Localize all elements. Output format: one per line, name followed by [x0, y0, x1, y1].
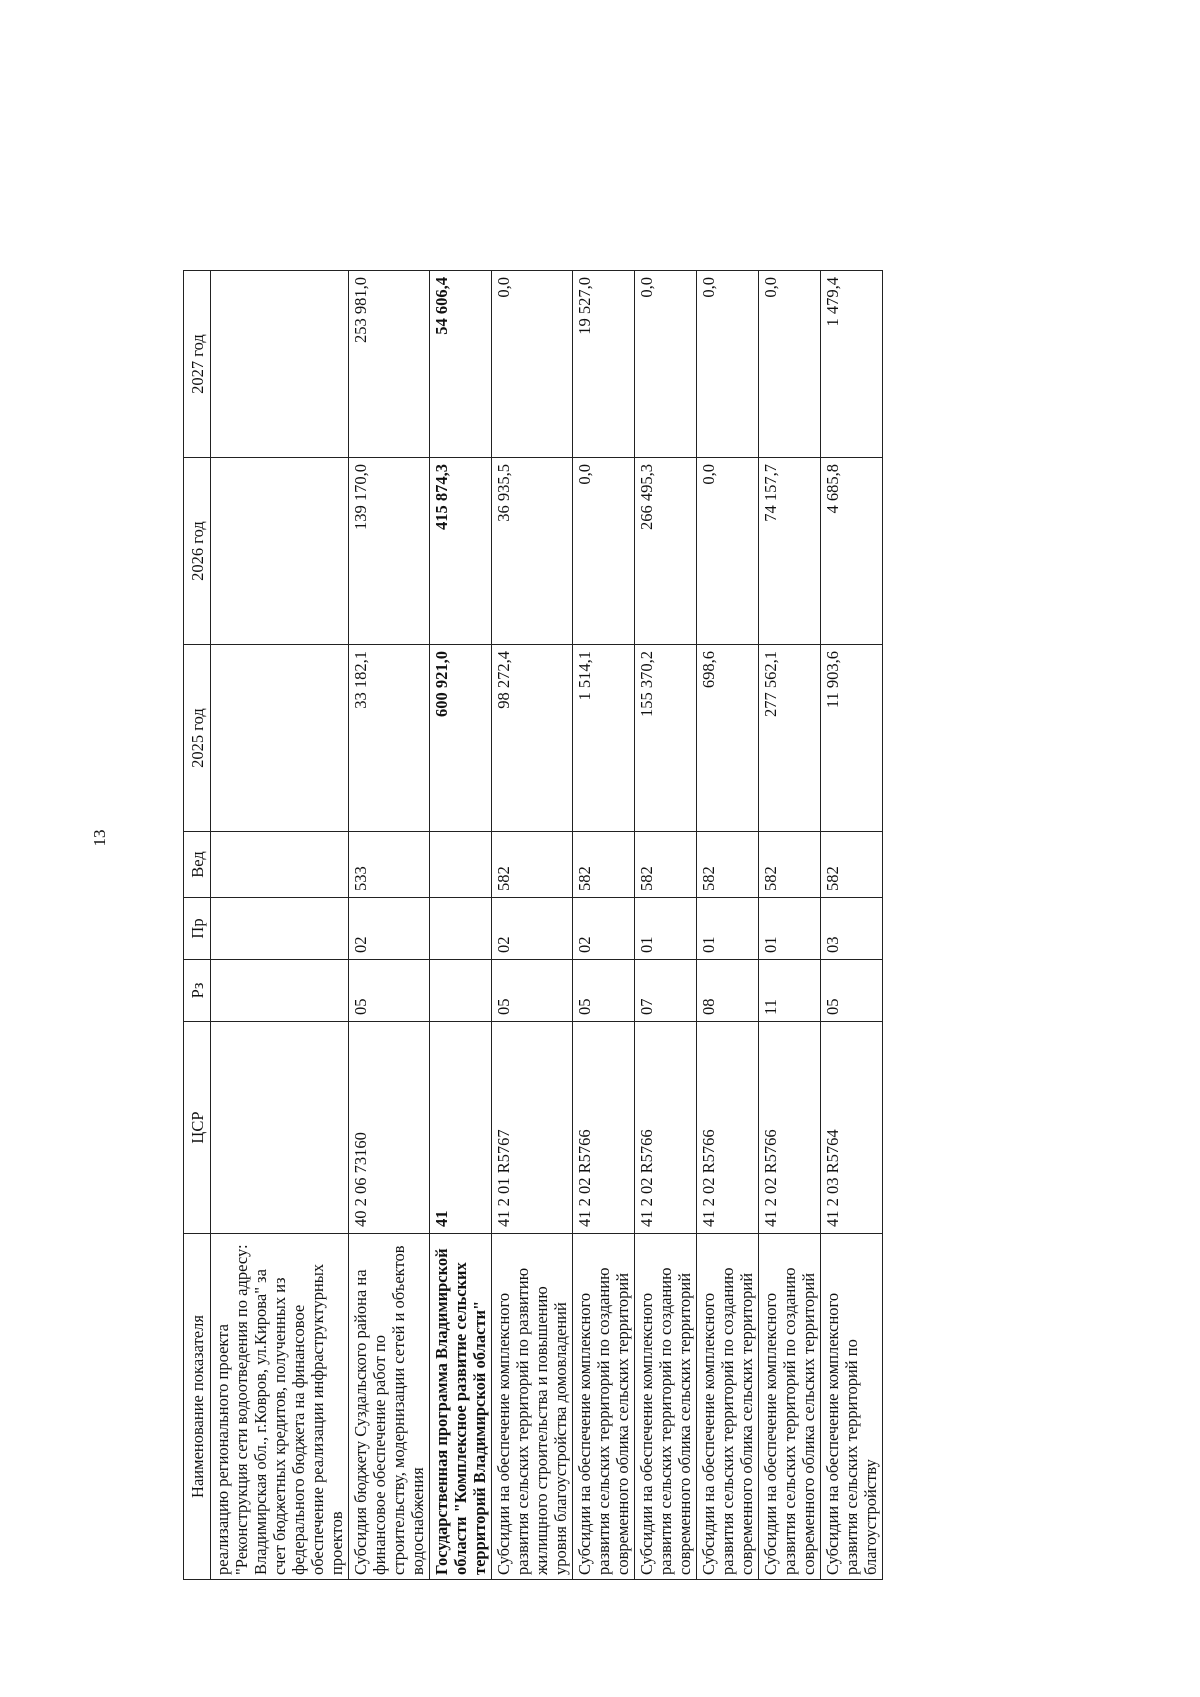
cell-csr: 41 2 02 R5766 [573, 1022, 635, 1234]
cell-2027: 0,0 [697, 271, 759, 458]
cell-2026: 139 170,0 [349, 458, 430, 645]
header-ved: Вед [184, 832, 211, 898]
cell-2025: 98 272,4 [492, 645, 573, 832]
table-row [635, 271, 697, 1580]
table-row [573, 271, 635, 1580]
header-rz: Рз [184, 960, 211, 1022]
cell-ved: 582 [821, 832, 883, 898]
cell-pr: 02 [349, 898, 430, 960]
header-name: Наименование показателя [184, 1234, 211, 1580]
cell-pr: 02 [573, 898, 635, 960]
cell-pr: 01 [759, 898, 821, 960]
cell-csr: 40 2 06 73160 [349, 1022, 430, 1234]
cell-2027 [211, 271, 349, 458]
cell-ved: 582 [635, 832, 697, 898]
cell-rz: 05 [573, 960, 635, 1022]
cell-name: Субсидии на обеспечение комплексного развития сельских территорий по созданию современного облика сельских территорий [759, 1234, 821, 1580]
header-2027: 2027 год [184, 271, 211, 458]
cell-rz: 05 [492, 960, 573, 1022]
table-body [211, 271, 883, 1580]
cell-2026: 266 495,3 [635, 458, 697, 645]
cell-name: Субсидии на обеспечение комплексного развития сельских территорий по благоустройству [821, 1234, 883, 1580]
cell-rz [430, 960, 492, 1022]
cell-name: Субсидии на обеспечение комплексного развития сельских территорий по созданию современного облика сельских территорий [697, 1234, 759, 1580]
cell-2025: 277 562,1 [759, 645, 821, 832]
cell-csr: 41 2 02 R5766 [635, 1022, 697, 1234]
header-row [184, 271, 211, 1580]
cell-name: Субсидии на обеспечение комплексного развития сельских территорий по развитию жилищного строительства и повышению уровня благоустройства домовладений [492, 1234, 573, 1580]
table-row [697, 271, 759, 1580]
cell-name: Субсидии на обеспечение комплексного развития сельских территорий по созданию современного облика сельских территорий [635, 1234, 697, 1580]
cell-ved: 582 [492, 832, 573, 898]
cell-2026: 0,0 [697, 458, 759, 645]
cell-pr: 01 [635, 898, 697, 960]
header-csr: ЦСР [184, 1022, 211, 1234]
cell-rz: 07 [635, 960, 697, 1022]
table-row [492, 271, 573, 1580]
cell-csr [211, 1022, 349, 1234]
cell-name: Государственная программа Владимирской области "Комплексное развитие сельских территорий Владимирской области" [430, 1234, 492, 1580]
cell-2025: 698,6 [697, 645, 759, 832]
cell-ved [430, 832, 492, 898]
table-row [430, 271, 492, 1580]
cell-ved: 582 [697, 832, 759, 898]
cell-csr: 41 2 01 R5767 [492, 1022, 573, 1234]
cell-name: Субсидия бюджету Суздальского района на финансовое обеспечение работ по строительству, модернизации сетей и объектов водоснабжения [349, 1234, 430, 1580]
cell-csr: 41 [430, 1022, 492, 1234]
cell-ved [211, 832, 349, 898]
cell-name: реализацию регионального проекта "Реконструкция сети водоотведения по адресу: Владимирская обл., г.Ковров, ул.Кирова" за счет бюджетных кредитов, полученных из федерального бюджета на финансовое обеспечение реализации инфраструктурных проектов [211, 1234, 349, 1580]
cell-2026: 4 685,8 [821, 458, 883, 645]
cell-2027: 19 527,0 [573, 271, 635, 458]
table-row [759, 271, 821, 1580]
budget-table [183, 270, 883, 1580]
header-2026: 2026 год [184, 458, 211, 645]
header-pr: Пр [184, 898, 211, 960]
cell-2027: 0,0 [635, 271, 697, 458]
cell-2026: 36 935,5 [492, 458, 573, 645]
cell-2025: 11 903,6 [821, 645, 883, 832]
cell-pr [430, 898, 492, 960]
header-2025: 2025 год [184, 645, 211, 832]
cell-2027: 1 479,4 [821, 271, 883, 458]
cell-2027: 54 606,4 [430, 271, 492, 458]
cell-name: Субсидии на обеспечение комплексного развития сельских территорий по созданию современного облика сельских территорий [573, 1234, 635, 1580]
cell-2025 [211, 645, 349, 832]
cell-rz: 11 [759, 960, 821, 1022]
page-number: 13 [90, 829, 109, 847]
cell-2027: 0,0 [492, 271, 573, 458]
cell-ved: 582 [759, 832, 821, 898]
table-row [349, 271, 430, 1580]
cell-2026: 415 874,3 [430, 458, 492, 645]
cell-2026: 74 157,7 [759, 458, 821, 645]
cell-2027: 0,0 [759, 271, 821, 458]
cell-rz: 05 [821, 960, 883, 1022]
cell-2026 [211, 458, 349, 645]
cell-2025: 155 370,2 [635, 645, 697, 832]
cell-2025: 33 182,1 [349, 645, 430, 832]
cell-csr: 41 2 02 R5766 [697, 1022, 759, 1234]
cell-csr: 41 2 03 R5764 [821, 1022, 883, 1234]
cell-pr [211, 898, 349, 960]
cell-ved: 533 [349, 832, 430, 898]
table-row [821, 271, 883, 1580]
cell-pr: 02 [492, 898, 573, 960]
cell-rz: 05 [349, 960, 430, 1022]
cell-rz: 08 [697, 960, 759, 1022]
cell-2026: 0,0 [573, 458, 635, 645]
cell-ved: 582 [573, 832, 635, 898]
cell-csr: 41 2 02 R5766 [759, 1022, 821, 1234]
cell-pr: 03 [821, 898, 883, 960]
cell-rz [211, 960, 349, 1022]
cell-pr: 01 [697, 898, 759, 960]
cell-2025: 600 921,0 [430, 645, 492, 832]
cell-2025: 1 514,1 [573, 645, 635, 832]
rotated-page [0, 217, 1200, 1697]
cell-2027: 253 981,0 [349, 271, 430, 458]
table-row [211, 271, 349, 1580]
